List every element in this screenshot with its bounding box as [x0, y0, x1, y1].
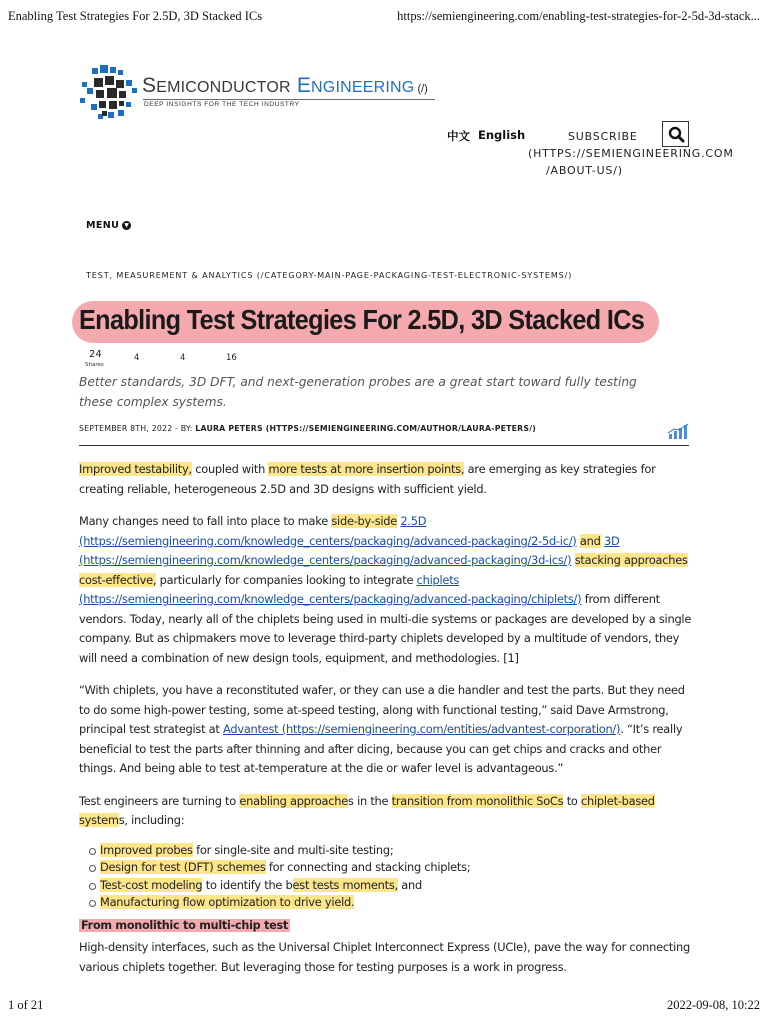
print-header: [8, 9, 760, 25]
menu-label: MENU: [86, 220, 120, 231]
list-item: Improved probes for single-site and multi-site testing;: [92, 842, 694, 860]
paragraph: Many changes need to fall into place to make side-by-side 2.5D (https://semiengineering.com/knowledge_centers/packaging/advanced-packaging/2-5d-ic/) and 3D (https://semiengineering.com/knowledge_centers/packaging/advanced-packaging/3d-ics/) stacking approaches cost-effective, particularly for companies looking to integrate chiplets (https://semiengineering.com/knowledge_centers/packaging/advanced-packaging/chiplets/) from different vendors. Today, nearly all of the chiplets being used in multi-die systems or packages are developed by a single company. But as chipmakers move to leverage third-party chiplets developed by a multitude of vendors, they will need a combination of new design tools, equipment, and methodologies. [1]: [79, 514, 692, 665]
menu-toggle[interactable]: [86, 220, 131, 231]
paragraph: High-density interfaces, such as the Universal Chiplet Interconnect Express (UCIe), pave the way for connecting various chiplets together. But leveraging those for testing purposes is a work in progress.: [79, 940, 690, 974]
logo-underline: [143, 99, 435, 100]
paragraph: Improved testability, coupled with more tests at more insertion points, are emerging as key strategies for creating reliable, heterogeneous 2.5D and 3D designs with sufficient yield.: [79, 462, 656, 496]
article-subtitle: Better standards, 3D DFT, and next-generation probes are a great start toward fully testing these complex systems.: [79, 375, 637, 409]
lang-english-link[interactable]: English: [478, 128, 526, 142]
print-footer: [8, 998, 760, 1014]
share-count-c[interactable]: 16: [226, 353, 237, 363]
print-header-title: Enabling Test Strategies For 2.5D, 3D Stacked ICs: [8, 9, 263, 23]
byline-author-link[interactable]: LAURA PETERS (HTTPS://SEMIENGINEERING.COM/AUTHOR/LAURA-PETERS/): [195, 424, 537, 433]
lang-chinese-link[interactable]: 中文: [447, 129, 470, 143]
link-3d[interactable]: 3D (https://semiengineering.com/knowledge_centers/packaging/advanced-packaging/3d-ics/): [79, 533, 620, 567]
search-icon: [663, 122, 690, 148]
logo-wordmark: SEMICONDUCTOR ENGINEERING (/): [142, 74, 428, 97]
stats-chart-icon[interactable]: [667, 423, 689, 439]
link-advantest[interactable]: Advantest (https://semiengineering.com/entities/advantest-corporation/): [223, 722, 621, 736]
chevron-down-icon: ▼: [124, 222, 130, 229]
link-2-5d[interactable]: 2.5D (https://semiengineering.com/knowledge_centers/packaging/advanced-packaging/2-5d-ic/): [79, 514, 577, 548]
link-chiplets[interactable]: chiplets (https://semiengineering.com/knowledge_centers/packaging/advanced-packaging/chiplets/): [79, 572, 582, 606]
strategy-list: [92, 842, 694, 912]
article-byline: [79, 424, 536, 433]
byline-divider: [79, 445, 689, 446]
search-button[interactable]: [662, 121, 689, 147]
list-item: Test-cost modeling to identify the best tests moments, and: [92, 877, 694, 895]
share-count-b[interactable]: 4: [180, 353, 186, 363]
article-title: Enabling Test Strategies For 2.5D, 3D Stacked ICs: [79, 304, 645, 335]
logo-tagline: DEEP INSIGHTS FOR THE TECH INDUSTRY: [144, 101, 300, 108]
article-body: [79, 460, 694, 990]
paragraph: Test engineers are turning to enabling approaches in the transition from monolithic SoCs to chiplet-based systems, including:: [79, 793, 655, 827]
category-breadcrumb[interactable]: TEST, MEASUREMENT & ANALYTICS (/CATEGORY-MAIN-PAGE-PACKAGING-TEST-ELECTRONIC-SYSTEMS/): [86, 271, 573, 280]
section-heading: From monolithic to multi-chip test: [81, 918, 289, 932]
share-count-label: Shares: [85, 362, 104, 368]
logo-mark-icon: [78, 64, 140, 122]
share-count: 24: [89, 349, 102, 360]
byline-date: SEPTEMBER 8TH, 2022 - BY:: [79, 424, 196, 433]
site-logo[interactable]: [78, 64, 468, 124]
list-item: Design for test (DFT) schemes for connecting and stacking chiplets;: [92, 859, 694, 877]
paragraph: “With chiplets, you have a reconstituted wafer, or they can use a die handler and test the parts. But they need to do some high-power testing, some at-speed testing, along with functional testing,” said Dave Armstrong, principal test strategist at Advantest (https://semiengineering.com/entities/advantest-corporation/). “It’s really beneficial to test the parts after thinning and after dicing, because you can get chips and cracks and other things. And being able to test at-temperature at the die or wafer level is advantageous.”: [79, 683, 685, 775]
print-datetime: 2022-09-08, 10:22: [666, 998, 760, 1012]
list-item: Manufacturing flow optimization to drive yield.: [92, 894, 694, 912]
share-count-a[interactable]: 4: [134, 353, 140, 363]
print-header-url: https://semiengineering.com/enabling-test-strategies-for-2-5d-3d-stack...: [397, 9, 760, 23]
page-number: 1 of 21: [8, 998, 44, 1012]
